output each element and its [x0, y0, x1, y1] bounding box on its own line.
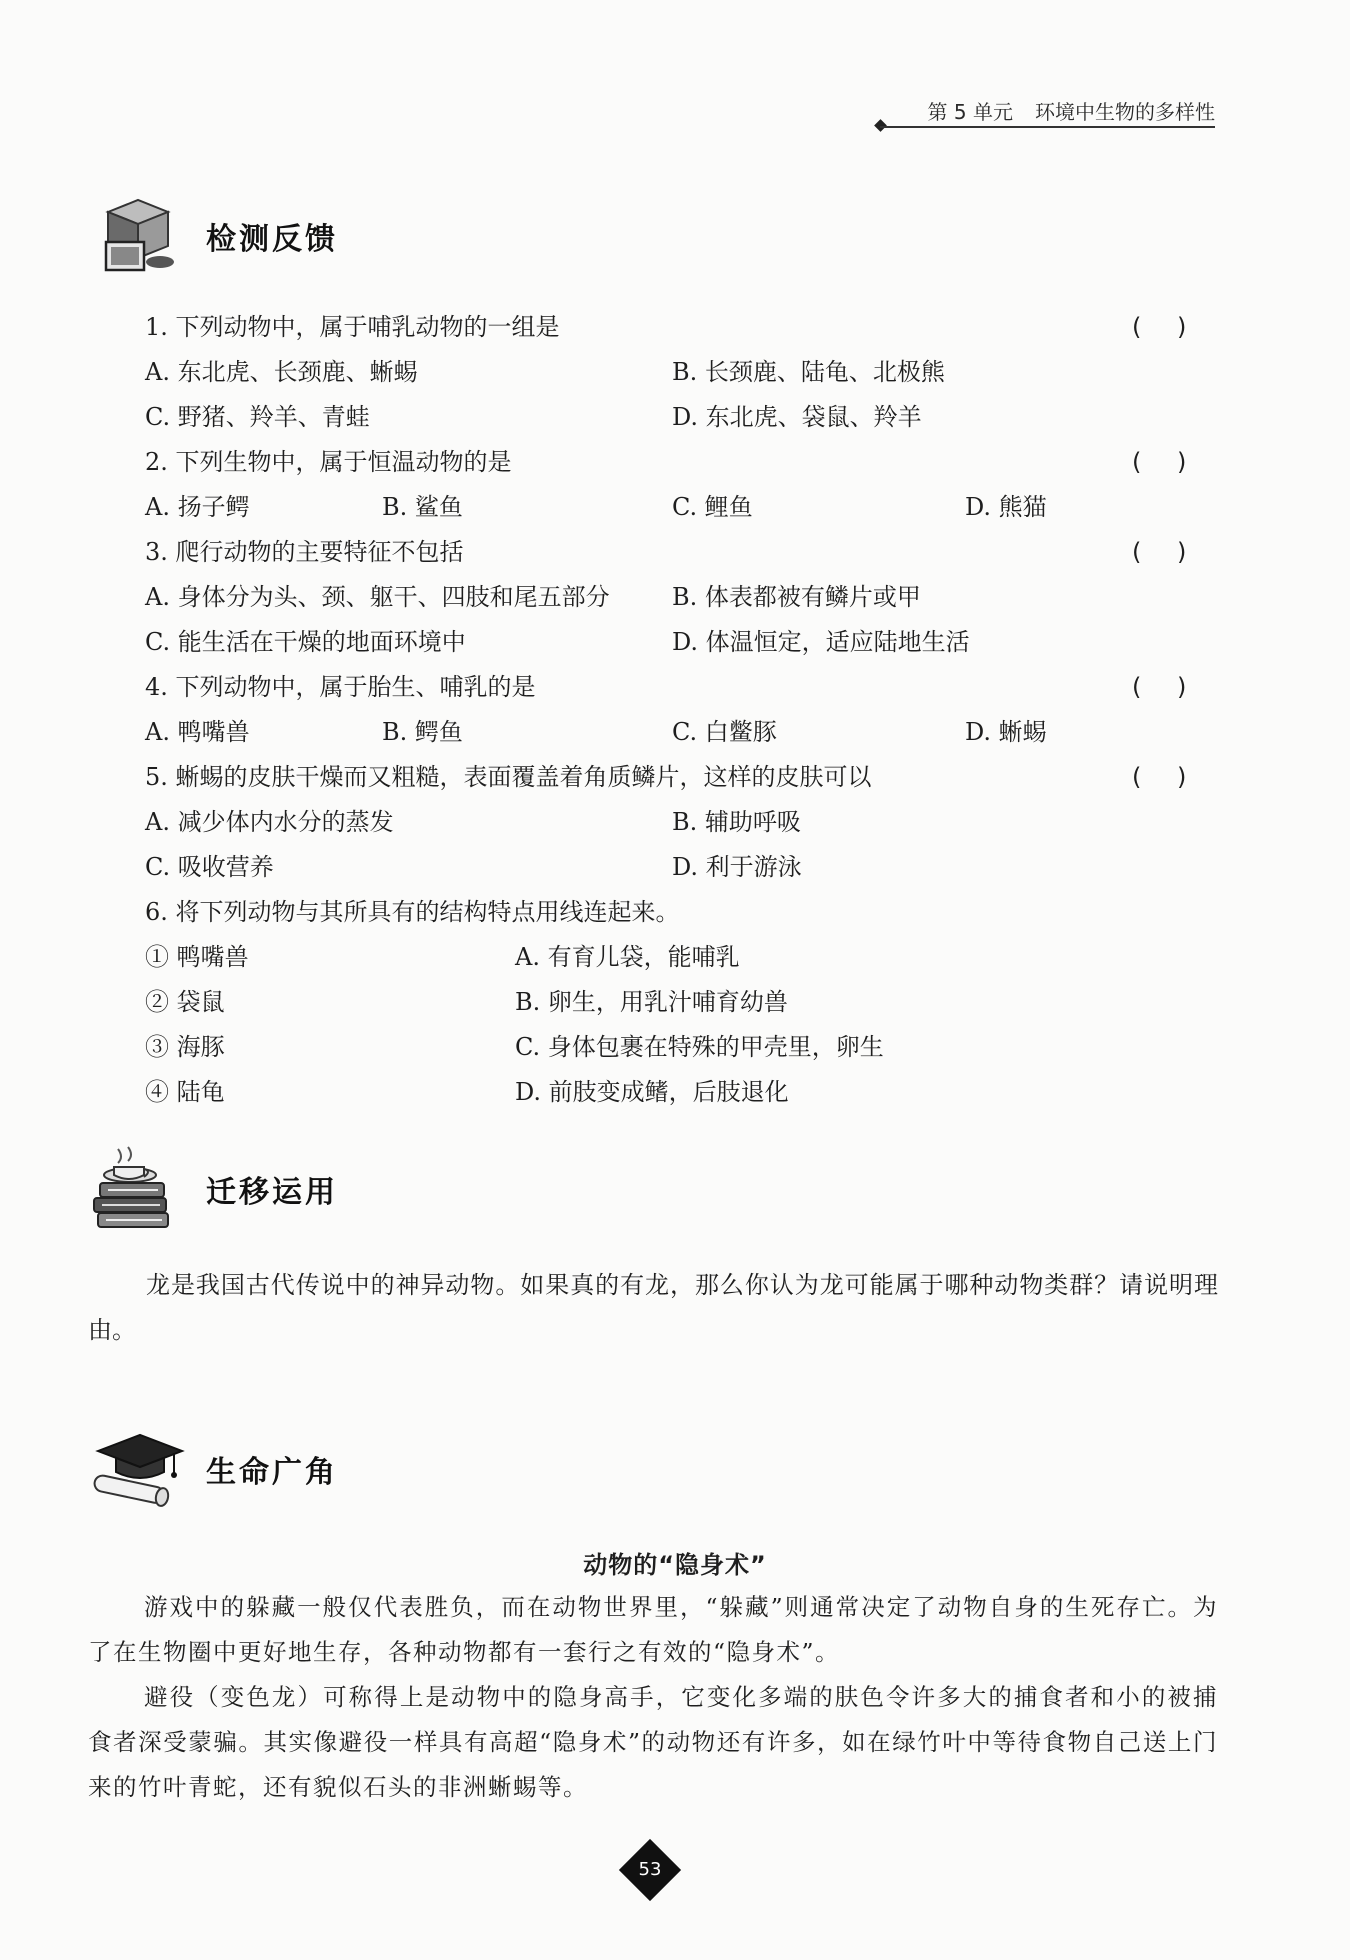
q6-stem: 6. 将下列动物与其所具有的结构特点用线连起来。	[145, 898, 680, 926]
graduation-cap-diploma-icon	[88, 1425, 188, 1515]
section-life-heading	[88, 1425, 588, 1515]
article-paragraph-1: 游戏中的躲藏一般仅代表胜负，而在动物世界里，“躲藏”则通常决定了动物自身的生死存亡。为了在生物圈中更好地生存，各种动物都有一套行之有效的“隐身术”。	[88, 1593, 1218, 1666]
q2-option-c: C. 鲤鱼	[672, 493, 753, 521]
q2-option-d: D. 熊猫	[965, 493, 1047, 521]
page-number-badge	[624, 1844, 676, 1896]
q3-option-d: D. 体温恒定，适应陆地生活	[672, 628, 970, 656]
q1-answer-paren: ( )	[1132, 313, 1187, 341]
q6-feature-d: D. 前肢变成鳍，后肢退化	[515, 1078, 789, 1106]
q4-option-c: C. 白鳖豚	[672, 718, 777, 746]
q3-stem: 3. 爬行动物的主要特征不包括	[145, 538, 464, 566]
q6-animal-1: ① 鸭嘴兽	[145, 943, 249, 971]
article-title: 动物的“隐身术”	[583, 1551, 767, 1579]
q4-option-a: A. 鸭嘴兽	[145, 718, 250, 746]
q5-stem: 5. 蜥蜴的皮肤干燥而又粗糙，表面覆盖着角质鳞片，这样的皮肤可以	[145, 763, 872, 791]
q4-option-b: B. 鳄鱼	[382, 718, 463, 746]
q2-option-a: A. 扬子鳄	[145, 493, 250, 521]
q3-option-a: A. 身体分为头、颈、躯干、四肢和尾五部分	[145, 583, 610, 611]
transfer-question-text: 龙是我国古代传说中的神异动物。如果真的有龙，那么你认为龙可能属于哪种动物类群？请说明理由。	[88, 1271, 1218, 1344]
q1-option-c: C. 野猪、羚羊、青蛙	[145, 403, 370, 431]
q6-animal-4: ④ 陆龟	[145, 1078, 225, 1106]
q6-feature-b: B. 卵生，用乳汁哺育幼兽	[515, 988, 788, 1016]
section-transfer-heading	[88, 1145, 588, 1235]
section-title-feedback: 检测反馈	[206, 222, 338, 257]
q5-option-a: A. 减少体内水分的蒸发	[145, 808, 394, 836]
q6-feature-c: C. 身体包裹在特殊的甲壳里，卵生	[515, 1033, 884, 1061]
q4-stem: 4. 下列动物中，属于胎生、哺乳的是	[145, 673, 536, 701]
q2-option-b: B. 鲨鱼	[382, 493, 463, 521]
q5-option-d: D. 利于游泳	[672, 853, 802, 881]
q4-option-d: D. 蜥蜴	[965, 718, 1047, 746]
q1-stem: 1. 下列动物中，属于哺乳动物的一组是	[145, 313, 560, 341]
header-rule	[880, 126, 1215, 128]
section-title-transfer: 迁移运用	[206, 1175, 338, 1210]
running-header	[875, 96, 1215, 125]
q1-option-b: B. 长颈鹿、陆龟、北极熊	[672, 358, 945, 386]
q6-feature-a: A. 有育儿袋，能哺乳	[515, 943, 740, 971]
q5-option-c: C. 吸收营养	[145, 853, 274, 881]
article-paragraph-2: 避役（变色龙）可称得上是动物中的隐身高手，它变化多端的肤色令许多大的捕食者和小的被捕食者深受蒙骗。其实像避役一样具有高超“隐身术”的动物还有许多，如在绿竹叶中等待食物自己送上门来的竹叶青蛇，还有貌似石头的非洲蜥蜴等。	[88, 1683, 1218, 1801]
page-number: 53	[638, 1859, 662, 1880]
q1-option-a: A. 东北虎、长颈鹿、蜥蜴	[145, 358, 418, 386]
q3-option-b: B. 体表都被有鳞片或甲	[672, 583, 921, 611]
header-unit: 第 5 单元	[927, 100, 1013, 124]
q6-animal-2: ② 袋鼠	[145, 988, 225, 1016]
q2-stem: 2. 下列生物中，属于恒温动物的是	[145, 448, 512, 476]
q1-option-d: D. 东北虎、袋鼠、羚羊	[672, 403, 922, 431]
header-title: 环境中生物的多样性	[1035, 100, 1215, 124]
section-title-life: 生命广角	[206, 1455, 338, 1490]
coffee-books-icon	[88, 1145, 188, 1235]
q5-option-b: B. 辅助呼吸	[672, 808, 801, 836]
q4-answer-paren: ( )	[1132, 673, 1187, 701]
q6-animal-3: ③ 海豚	[145, 1033, 225, 1061]
q3-answer-paren: ( )	[1132, 538, 1187, 566]
section-feedback-heading	[88, 192, 588, 282]
q2-answer-paren: ( )	[1132, 448, 1187, 476]
q5-answer-paren: ( )	[1132, 763, 1187, 791]
q3-option-c: C. 能生活在干燥的地面环境中	[145, 628, 466, 656]
cube-computer-icon	[88, 192, 188, 282]
